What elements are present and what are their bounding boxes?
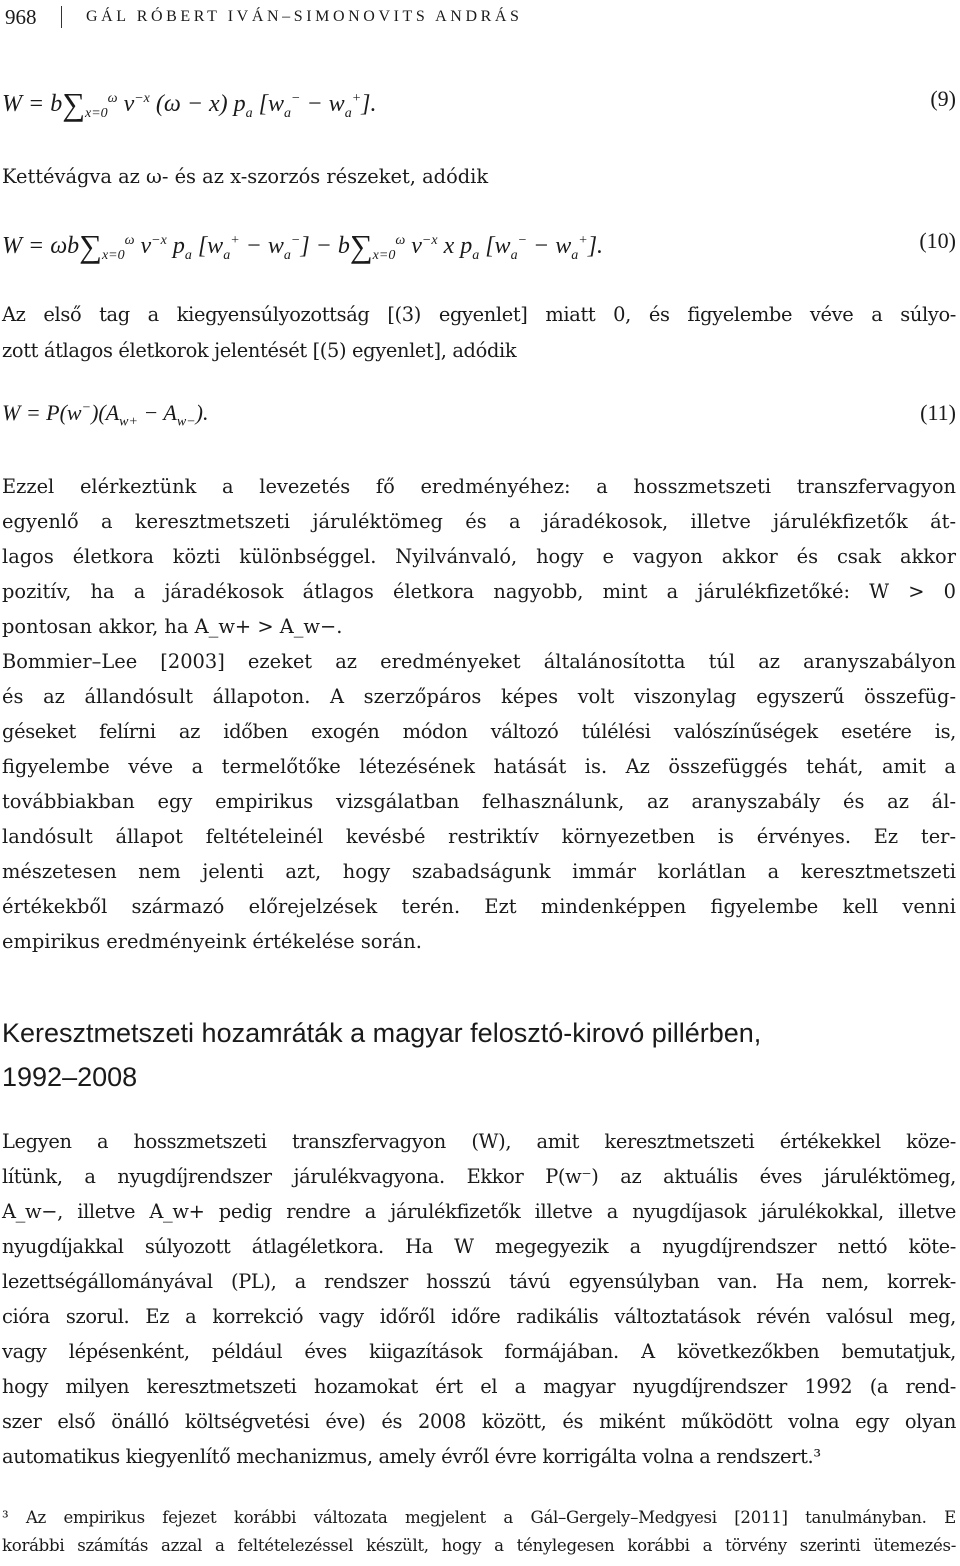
header-divider <box>61 6 62 28</box>
paragraph-2-line-1: Az első tag a kiegyensúlyozottság [(3) egyenlet] miatt 0, és figyelembe véve a súlyo- <box>2 303 956 326</box>
page-number: 968 <box>5 4 37 29</box>
equation-9-formula: $W = b\sum_{x=0}^\omega$ $\nu^{-x}$ (ω − x) $p_a$ $[w_a^- - w_a^+]$. <box>2 86 377 122</box>
paragraph-1: Kettévágva az ω- és az x-szorzós részeket, adódik <box>2 165 489 188</box>
paragraph-4-line-4: figyelembe véve a termelőtőke létezésének hatását is. Az összefüggés tehát, amit a <box>2 755 956 778</box>
paragraph-4-line-3: géseket felírni az időben exogén módon változó túlélési valószínűségek esetére is, <box>2 720 956 743</box>
equation-10-formula: $W = \omega b\sum_{x=0}^\omega$ $\nu^{-x}$ $p_a$ $[w_a^+ - w_a^-] - b\sum_{x=0}^\omega$ $\nu^{-x}$ x $p_a$ $[w_a^- - w_a^+]$. <box>2 228 604 264</box>
paragraph-5-line-8: hogy milyen keresztmetszeti hozamokat ért el a magyar nyugdíjrendszer 1992 (a rend- <box>2 1375 956 1398</box>
equation-11 <box>2 400 956 440</box>
paragraph-4-line-5: továbbiakban egy empirikus vizsgálatban felhasználunk, az aranyszabály és az ál- <box>2 790 956 813</box>
running-header-authors: GÁL RÓBERT IVÁN–SIMONOVITS ANDRÁS <box>86 8 523 25</box>
paragraph-3-line-1: Ezzel elérkeztünk a levezetés fő eredményéhez: a hosszmetszeti transzfervagyon <box>2 475 956 498</box>
paragraph-5-line-1: Legyen a hosszmetszeti transzfervagyon (W), amit keresztmetszeti értékekkel köze- <box>2 1130 956 1153</box>
paragraph-3-line-3: lagos életkora közti különbséggel. Nyilvánvaló, hogy e vagyon akkor és csak akkor <box>2 545 956 568</box>
equation-9 <box>2 86 956 136</box>
paragraph-4-line-8: értékekből származó előrejelzések terén. Ezt mindenképpen figyelembe kell venni <box>2 895 956 918</box>
footnote-line-2: korábbi számítás azzal a feltételezéssel készült, hogy a ténylegesen korábbi a törvény szerinti ütemezés- <box>2 1536 956 1555</box>
paragraph-5-line-7: vagy lépésenként, például éves kiigazítások formájában. A következőkben bemutatjuk, <box>2 1340 956 1363</box>
paragraph-5-line-9: szer első önálló költségvetési éve) és 2008 között, és miként működött volna egy olyan <box>2 1410 956 1433</box>
paragraph-5-line-5: lezettségállományával (PL), a rendszer hosszú távú egyensúlyban van. Ha nem, korrek- <box>2 1270 956 1293</box>
paragraph-3-line-4: pozitív, ha a járadékosok átlagos életkora nagyobb, mint a járulékfizetőké: W > 0 <box>2 580 956 603</box>
equation-11-number: (11) <box>920 400 956 425</box>
paragraph-5-line-10: automatikus kiegyenlítő mechanizmus, amely évről évre korrigálta volna a rendszert.³ <box>2 1445 821 1468</box>
paragraph-4-line-7: mészetesen nem jelenti azt, hogy szabadságunk immár korlátlan a keresztmetszeti <box>2 860 956 883</box>
paragraph-3-line-2: egyenlő a keresztmetszeti járuléktömeg és a járadékosok, illetve járulékfizetők át- <box>2 510 956 533</box>
equation-10-number: (10) <box>919 228 956 253</box>
equation-9-number: (9) <box>930 86 956 111</box>
equation-10 <box>2 228 956 278</box>
running-header <box>5 2 523 32</box>
section-heading-line-2: 1992–2008 <box>2 1062 138 1092</box>
footnote-line-1: ³ Az empirikus fejezet korábbi változata megjelent a Gál–Gergely–Medgyesi [2011] tanulmányban. E <box>2 1508 956 1527</box>
paragraph-5-line-3: A_w−, illetve A_w+ pedig rendre a járulékfizetők illetve a nyugdíjasok járulékokkal, illetve <box>2 1200 956 1223</box>
paragraph-3-line-5: pontosan akkor, ha A_w+ > A_w−. <box>2 615 343 638</box>
paragraph-4-line-9: empirikus eredményeink értékelése során. <box>2 930 422 953</box>
paragraph-2-line-2: zott átlagos életkorok jelentését [(5) egyenlet], adódik <box>2 339 517 362</box>
paragraph-5-line-2: lítünk, a nyugdíjrendszer járulékvagyona. Ekkor P(w⁻) az aktuális éves járuléktömeg, <box>2 1165 956 1188</box>
equation-11-formula: $W = P(w^-)(A_{w+} - A_{w-})$. <box>2 400 209 430</box>
paragraph-5-line-4: nyugdíjakkal súlyozott átlagéletkora. Ha W megegyezik a nyugdíjrendszer nettó köte- <box>2 1235 956 1258</box>
paragraph-4-line-1: Bommier–Lee [2003] ezeket az eredményeket általánosította túl az aranyszabályon <box>2 650 956 673</box>
paragraph-4-line-6: landósult állapot feltételeinél kevésbé restriktív környezetben is érvényes. Ez ter- <box>2 825 956 848</box>
paragraph-5-line-6: cióra szorul. Ez a korrekció vagy időről időre radikális változtatások révén valósul meg, <box>2 1305 956 1328</box>
paragraph-4-line-2: és az állandósult állapoton. A szerzőpáros képes volt viszonylag egyszerű összefüg- <box>2 685 956 708</box>
section-heading-line-1: Keresztmetszeti hozamráták a magyar felosztó-kirovó pillérben, <box>2 1018 762 1048</box>
